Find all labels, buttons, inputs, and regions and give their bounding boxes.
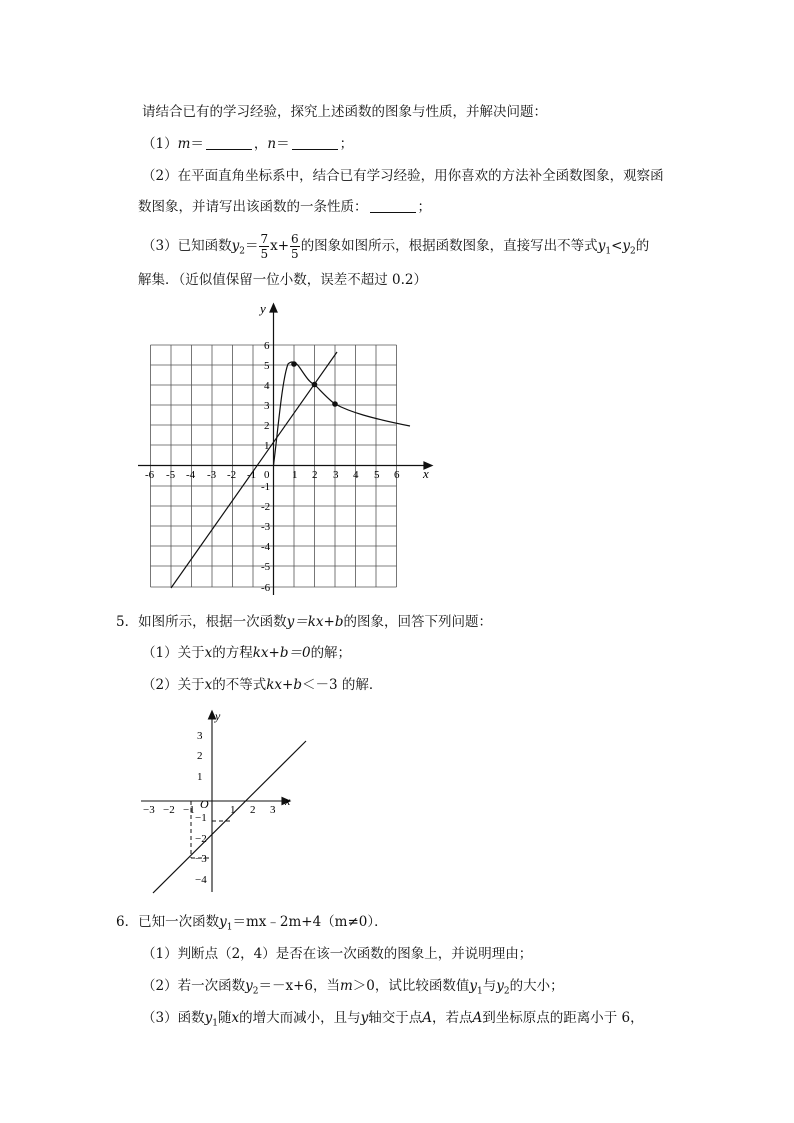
y-tick: −2 [195, 833, 207, 845]
p5-text1: 如图所示，根据一次函数 [138, 614, 287, 630]
x-tick: 2 [250, 804, 256, 816]
x-tick: −2 [163, 804, 175, 816]
q3-y1: y [597, 238, 606, 254]
y-tick: -4 [261, 541, 271, 553]
p6-s3f: 到坐标原点的距离小于 6， [482, 1010, 644, 1026]
y-tick: 6 [264, 340, 270, 352]
p5-s1eq: kx+b＝0 [252, 645, 311, 661]
p6-s2b: ＝－x+6，当 [258, 978, 340, 994]
q1-eq: ＝ [190, 136, 204, 152]
p6-s3y: y [204, 1010, 213, 1026]
graph1-origin: 0 [264, 469, 270, 481]
p6-s3c: 的增大而减小，且与 [239, 1010, 361, 1026]
p6-s2sub: 2 [252, 986, 259, 997]
p6-s3b: 随 [217, 1010, 232, 1026]
q2-end: ； [417, 199, 431, 215]
q1-sep: ， [253, 136, 268, 152]
x-tick: 4 [353, 469, 359, 481]
graph1-y-ticks [261, 340, 271, 594]
graph1-point-2-4 [312, 382, 318, 388]
graph2-line [153, 741, 306, 893]
p5-s1c: 的解； [310, 645, 352, 661]
question-2-line1: （2）在平面直角坐标系中，结合已有学习经验，用你喜欢的方法补全函数图象，观察函 [142, 168, 664, 184]
p5-s1x: x [204, 645, 213, 661]
y-tick: 3 [197, 730, 203, 742]
p5-s1a: （1）关于 [142, 645, 205, 661]
graph2-origin: O [200, 797, 209, 811]
p6-s3sub: 1 [212, 1018, 218, 1029]
p6-s3A2: A [472, 1010, 483, 1026]
x-tick: 3 [333, 469, 339, 481]
p6-s2y2: y [496, 978, 504, 994]
q3-prefix: （3）已知函数 [142, 238, 232, 254]
p5-text2: 的图象，回答下列问题： [343, 614, 492, 630]
problem-6-sub2 [142, 976, 564, 1002]
x-tick: 3 [270, 804, 276, 816]
y-tick: -5 [261, 561, 271, 573]
x-tick: 2 [312, 469, 318, 481]
p5-s2c: ＜－3 的解． [301, 677, 383, 693]
question-3-line2: 解集．（近似值保留一位小数，误差不超过 0.2） [138, 272, 428, 288]
p6-s2a: （2）若一次函数 [142, 978, 246, 994]
p6-s2d: 与 [482, 978, 497, 994]
x-tick: 1 [292, 469, 298, 481]
p6-s3y2: y [360, 1010, 369, 1026]
q3-lt: < [611, 238, 623, 254]
p6-s3e: ，若点 [431, 1010, 473, 1026]
graph1-point-1-5 [291, 361, 297, 367]
p6-number: 6． [116, 914, 139, 930]
q3-y: y [231, 238, 240, 254]
p6-y: y [219, 914, 227, 930]
q1-m: m [177, 136, 191, 152]
y-tick: 4 [264, 380, 270, 392]
problem-6-sub1: （1）判断点（2，4）是否在该一次函数的图象上，并说明理由； [142, 946, 533, 962]
graph-2 [141, 709, 306, 893]
graph2-y-label: y [215, 709, 221, 723]
q1-prefix: （1） [142, 136, 178, 152]
p5-number: 5． [116, 614, 139, 630]
p6-s3A: A [422, 1010, 432, 1026]
p6-s2c: ＞0，试比较函数值 [352, 978, 470, 994]
y-tick: 2 [264, 420, 270, 432]
p6-s3a: （3）函数 [142, 1010, 205, 1026]
q3-suffix: 的图象如图所示，根据函数图象，直接写出不等式 [300, 238, 598, 254]
graph1-x-ticks [145, 469, 400, 481]
x-tick: -4 [186, 469, 196, 481]
frac1-den: 5 [260, 247, 269, 261]
q1-end: ； [339, 136, 354, 152]
q2-text: 数图象，并请写出该函数的一条性质： [138, 199, 368, 215]
x-tick: -2 [227, 469, 237, 481]
y-tick: −4 [195, 874, 207, 886]
x-tick: -6 [145, 469, 155, 481]
q3-de: 的 [635, 238, 650, 254]
q3-sub2: 2 [630, 246, 636, 257]
q3-sub: 2 [239, 246, 245, 257]
problem-5-sub1 [142, 643, 351, 663]
y-tick: -1 [261, 481, 271, 493]
x-tick: -3 [207, 469, 217, 481]
frac2-num: 6 [291, 232, 299, 246]
q3-eq: ＝ [244, 238, 259, 254]
y-tick: -3 [261, 521, 271, 533]
q1-eq2: ＝ [276, 136, 290, 152]
x-tick: −1 [183, 804, 195, 816]
x-tick: 1 [230, 804, 236, 816]
graph2-x-ticks [143, 804, 276, 816]
graph1-point-3-3 [332, 401, 338, 407]
y-tick: −1 [195, 812, 207, 824]
y-tick: 1 [197, 771, 203, 783]
problem-5 [116, 612, 492, 632]
y-tick: -6 [261, 582, 271, 594]
q1-n: n [267, 136, 277, 152]
p5-s2x: x [204, 677, 213, 693]
graph1-axes [138, 304, 432, 595]
graph1-y-arrow [270, 304, 277, 312]
graph1-y-label: y [260, 301, 266, 316]
frac1-num: 7 [260, 232, 269, 246]
p6-s3d: 轴交于点 [368, 1010, 423, 1026]
x-tick: −3 [143, 804, 155, 816]
p6-s2y: y [245, 978, 253, 994]
x-tick: -5 [166, 469, 176, 481]
y-tick: 2 [197, 750, 203, 762]
p5-s1b: 的方程 [212, 645, 253, 661]
p5-equation: y＝kx+b [286, 614, 344, 630]
intro-text: 请结合已有的学习经验，探究上述函数的图象与性质，并解决问题： [142, 104, 547, 120]
x-tick: -1 [247, 469, 257, 481]
p6-s3x: x [231, 1010, 240, 1026]
p6-s2e: 的大小； [509, 978, 564, 994]
p6-s2sub2: 2 [503, 986, 510, 997]
p6-sub: 1 [226, 922, 233, 933]
problem-6 [116, 912, 388, 938]
p6-s2m: m [339, 978, 353, 994]
graph2-x-label: x [285, 794, 291, 808]
p5-s2b: 的不等式 [212, 677, 267, 693]
p6-equation: ＝mx﹣2m+4（m≠0）． [232, 914, 388, 930]
p5-s2a: （2）关于 [142, 677, 205, 693]
frac2-den: 5 [291, 247, 299, 261]
p6-s2y1: y [469, 978, 478, 994]
p6-s2sub1: 1 [477, 986, 483, 997]
graph1-x-label: x [423, 466, 429, 481]
x-tick: 5 [374, 469, 380, 481]
problem-5-sub2 [142, 675, 382, 695]
q3-sub1: 1 [605, 246, 612, 257]
y-tick: −3 [195, 853, 207, 865]
q3-x: x [270, 238, 278, 254]
y-tick: 1 [264, 440, 270, 452]
p6-text: 已知一次函数 [138, 914, 220, 930]
y-tick: 5 [264, 360, 270, 372]
problem-6-sub3 [142, 1008, 644, 1034]
q3-plus: + [277, 238, 290, 254]
x-tick: 6 [394, 469, 400, 481]
q3-y2: y [622, 238, 631, 254]
p5-s2eq: kx+b [266, 677, 302, 693]
y-tick: -2 [261, 501, 271, 513]
y-tick: 3 [264, 400, 270, 412]
